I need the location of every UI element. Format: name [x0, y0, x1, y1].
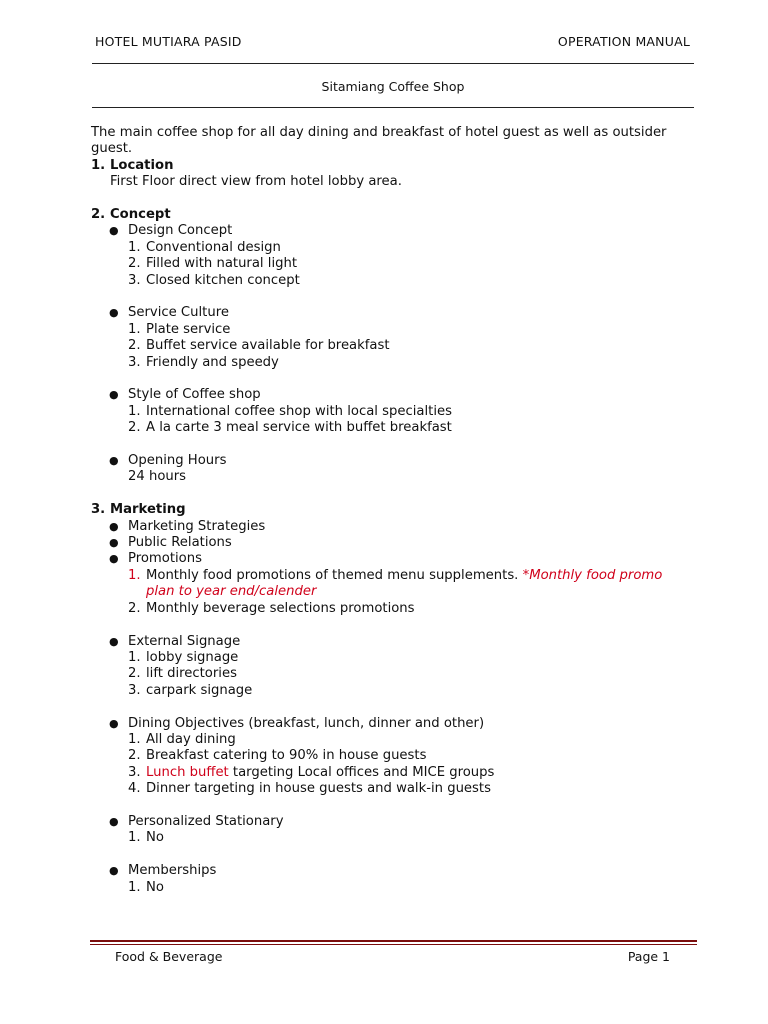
bullet-promotions: ● Promotions	[109, 551, 202, 567]
bullet-icon: ●	[109, 552, 119, 566]
header-manual-title: OPERATION MANUAL	[557, 34, 690, 49]
promo-note-cont: plan to year end/calender	[146, 584, 317, 600]
footer-rule-thick	[90, 940, 697, 942]
bullet-design-concept: ● Design Concept	[109, 223, 233, 239]
list-item: 2. Breakfast catering to 90% in house guests	[128, 748, 427, 764]
bullet-service-culture: ● Service Culture	[109, 305, 229, 321]
bullet-icon: ●	[109, 814, 119, 828]
location-text: First Floor direct view from hotel lobby area.	[110, 174, 402, 190]
list-item: 1. No	[128, 879, 164, 895]
bullet-icon: ●	[109, 634, 119, 648]
bullet-external-signage: ● External Signage	[109, 633, 241, 649]
footer-rule-thin	[90, 944, 697, 945]
bullet-dining-objectives: ● Dining Objectives (breakfast, lunch, dinner and other)	[109, 715, 485, 731]
bullet-memberships: ● Memberships	[109, 863, 217, 879]
list-item: 2. Monthly beverage selections promotions	[128, 600, 415, 616]
section-heading-location: 1. Location	[91, 157, 174, 173]
bullet-opening-hours: ● Opening Hours	[109, 453, 227, 469]
bullet-marketing-strategies: ● Marketing Strategies	[109, 518, 266, 534]
page-header	[95, 34, 690, 52]
list-item: 3. Friendly and speedy	[128, 354, 279, 370]
list-item: 2. A la carte 3 meal service with buffet breakfast	[128, 420, 452, 436]
list-item: 3. carpark signage	[128, 682, 253, 698]
bullet-icon: ●	[109, 716, 119, 730]
bullet-icon: ●	[109, 519, 119, 533]
list-item: 1. Monthly food promotions of themed menu supplements. *Monthly food promo plan to year end/calender	[128, 567, 663, 600]
list-item: 1. Plate service	[128, 321, 231, 337]
footer-page-number: Page 1	[627, 949, 670, 964]
bullet-personalized-stationary: ● Personalized Stationary	[109, 813, 284, 829]
list-item: 1. Conventional design	[128, 239, 281, 255]
bullet-icon: ●	[109, 224, 119, 238]
promo-note: *Monthly food promo	[522, 567, 663, 583]
footer-department: Food & Beverage	[115, 949, 223, 964]
lunch-buffet-highlight: Lunch buffet	[146, 764, 229, 780]
header-hotel-name: HOTEL MUTIARA PASID	[95, 34, 242, 49]
list-item: 1. All day dining	[128, 731, 236, 747]
list-item: 1. lobby signage	[128, 649, 239, 665]
section-heading-concept: 2. Concept	[91, 207, 171, 223]
subtitle-rule	[92, 107, 694, 108]
list-item: 1. No	[128, 830, 164, 846]
list-item: 1. International coffee shop with local specialties	[128, 403, 452, 419]
bullet-icon: ●	[109, 388, 119, 402]
header-rule	[92, 63, 694, 64]
opening-hours-value: 24 hours	[128, 469, 187, 485]
document-body	[91, 125, 701, 896]
list-item: 2. Filled with natural light	[128, 256, 298, 272]
bullet-public-relations: ● Public Relations	[109, 535, 232, 551]
list-item: 3. Lunch buffet targeting Local offices and MICE groups	[128, 764, 495, 780]
list-item: 3. Closed kitchen concept	[128, 272, 300, 288]
bullet-icon: ●	[109, 454, 119, 468]
bullet-icon: ●	[109, 536, 119, 550]
list-item: 2. lift directories	[128, 666, 237, 682]
bullet-style-coffee-shop: ● Style of Coffee shop	[109, 387, 261, 403]
bullet-icon: ●	[109, 306, 119, 320]
section-subtitle: Sitamiang Coffee Shop	[321, 79, 465, 94]
section-heading-marketing: 3. Marketing	[91, 502, 186, 518]
intro-paragraph: The main coffee shop for all day dining and breakfast of hotel guest as well as outsider guest.	[91, 125, 667, 157]
list-item: 4. Dinner targeting in house guests and walk-in guests	[128, 781, 491, 797]
bullet-icon: ●	[109, 864, 119, 878]
list-item: 2. Buffet service available for breakfast	[128, 338, 390, 354]
